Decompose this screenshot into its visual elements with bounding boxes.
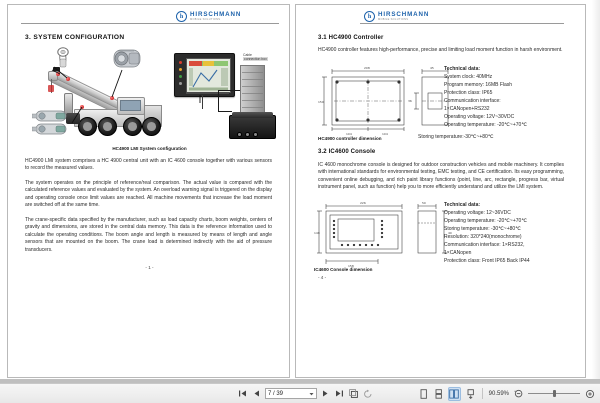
- hc4900-tech-item-1: Program memory: 16MB Flash: [444, 82, 513, 88]
- pdf-page-left[interactable]: [7, 4, 290, 378]
- hirschmann-tagline-right: MOBILE SOLUTIONS: [378, 17, 409, 21]
- zoom-in-button[interactable]: [584, 388, 595, 400]
- hc4900-drawing-caption: HC4900 controller dimension: [318, 136, 382, 141]
- ic4600-tech-item-5: 1×CANopen: [444, 250, 472, 256]
- hc4900-tech-item-3: Communication interface:: [444, 98, 501, 104]
- first-page-button[interactable]: [237, 388, 248, 400]
- header-rule-right: [360, 23, 564, 24]
- section-3-2-heading: 3.2 IC4600 Console: [318, 149, 376, 155]
- next-page-button[interactable]: [320, 388, 331, 400]
- ic4600-drawing-caption: IC4600 Console dimension: [314, 267, 373, 272]
- view-scrolling-button[interactable]: [465, 388, 476, 400]
- hc4900-tech-item-5: Operating voltage: 12V~30VDC: [444, 114, 515, 120]
- ic4600-tech-item-1: Operating temperature: -20℃~+70℃: [444, 218, 527, 224]
- ic4600-tech-item-0: Operating voltage: 12~36VDC: [444, 210, 511, 216]
- left-paragraph-3: The crane-specific data specified by the manufacturer, such as load capacity charts, boom weights, centers of gravity and dimensions, are stored in the central data memory. This data is the reference information used to calculate the operating conditions. The boom angle and length is measured by means of length and angle sensors that are mounted on the boom. The crane load is determined indirectly with the aid of pressure transducers.: [25, 217, 272, 253]
- zoom-slider[interactable]: [528, 388, 580, 399]
- svg-text:104: 104: [346, 132, 352, 136]
- hc4900-tech-item-6: Operating temperature: -20℃~+70℃: [444, 122, 527, 128]
- hirschmann-logo: [176, 11, 241, 22]
- hirschmann-logo-mark-right: h: [364, 11, 375, 22]
- figure-caption: HC4900 LMI System configuration: [112, 146, 187, 151]
- section-3-1-intro: HC4900 controller features high-performance, precise and limiting load moment function in harsh environment.: [318, 47, 563, 53]
- ic4600-technical-data: [444, 201, 578, 265]
- ic4600-tech-item-4: Communication interface: 1×RS232,: [444, 242, 525, 248]
- cable-label-line2: connection box: [244, 57, 267, 61]
- toolbar-separator: [482, 388, 483, 399]
- hc4900-tech-item-2: Protection class: IP65: [444, 90, 493, 96]
- hc4900-storing-temperature: Storing temperature:-30℃~+80℃: [418, 134, 494, 140]
- hirschmann-wordmark-right: HIRSCHMANN: [378, 10, 430, 18]
- view-continuous-button[interactable]: [433, 388, 444, 400]
- ic4600-tech-item-2: Storing temperature: -30℃~+80℃: [444, 226, 521, 232]
- header-rule: [21, 23, 279, 24]
- page-number-input[interactable]: [265, 388, 317, 399]
- svg-text:45: 45: [430, 66, 434, 70]
- hc4900-tech-title: Technical data:: [444, 66, 481, 72]
- chevron-down-icon: [309, 392, 314, 396]
- rotate-button[interactable]: [362, 388, 373, 400]
- svg-text:226: 226: [360, 201, 366, 205]
- toolbar-navigation-group: [237, 384, 373, 403]
- zoom-level-value: 90.59%: [488, 390, 509, 397]
- pdf-page-right[interactable]: [295, 4, 586, 378]
- svg-text:50: 50: [422, 201, 426, 205]
- toolbar-view-zoom-group: [418, 384, 595, 403]
- svg-text:104: 104: [382, 132, 388, 136]
- svg-text:36: 36: [408, 99, 412, 103]
- cable-label-line1: Cable: [243, 53, 252, 57]
- hirschmann-logo-right: [364, 11, 429, 22]
- ic4600-dimension-drawing: [314, 201, 454, 269]
- zoom-slider-thumb[interactable]: [553, 390, 556, 397]
- page-number-value: 7 / 39: [268, 390, 284, 397]
- last-page-button[interactable]: [334, 388, 345, 400]
- left-paragraph-2: The system operates on the principle of reference/real comparison. The actual value is compared with the calculated reference values and evaluated by the system. An overload warning signal is triggered on the display and operating console once limit values are reached. All machine movements that increase the load moment are switched off at the same time.: [25, 180, 272, 209]
- previous-page-button[interactable]: [251, 388, 262, 400]
- ic4600-tech-item-3: Resolution: 320*240(monochrome): [444, 234, 522, 240]
- hirschmann-wordmark: HIRSCHMANN: [190, 10, 242, 18]
- hc4900-tech-item-0: System clock: 40MHz: [444, 74, 493, 80]
- left-paragraph-1: HC4900 LMI system comprises a HC 4900 central unit with an IC 4600 console together with various sensors to record the measured values.: [25, 158, 272, 172]
- left-page-footer: - 1 -: [145, 265, 154, 270]
- svg-text:150: 150: [318, 100, 324, 104]
- hirschmann-logo-mark: h: [176, 11, 187, 22]
- viewer-toolbar: [0, 383, 600, 403]
- page-title: 3. SYSTEM CONFIGURATION: [25, 34, 125, 41]
- page-right-edge-shading: [586, 0, 600, 383]
- svg-text:148: 148: [314, 231, 320, 235]
- view-single-page-button[interactable]: [418, 388, 429, 400]
- svg-text:40: 40: [448, 231, 452, 235]
- hirschmann-tagline: MOBILE SOLUTIONS: [190, 17, 221, 21]
- figure-leader-lines: [22, 45, 277, 145]
- fit-page-button[interactable]: [348, 388, 359, 400]
- ic4600-tech-item-6: Protection class: Front IP65 Back IP44: [444, 258, 530, 264]
- hc4900-tech-item-4: 1×CANopen+RS232: [444, 106, 490, 112]
- section-3-1-heading: 3.1 HC4900 Controller: [318, 35, 384, 41]
- zoom-out-button[interactable]: [513, 388, 524, 400]
- ic4600-tech-title: Technical data:: [444, 202, 481, 208]
- svg-text:208: 208: [364, 66, 370, 70]
- view-facing-pages-button[interactable]: [448, 387, 461, 401]
- section-3-2-intro: IC 4600 monochrome console is designed for outdoor construction vehicles and mobile machinery. It complies with international standards for environmental testing, EMC testing, and CE certification. Its easy programming, convenient online debugging, and rich paint library functions (point, line, arc, rectangle, progress bar, virtual instrument panel, such as function) help you to more efficiently understand and utilize the LMI system.: [318, 162, 564, 191]
- right-page-footer: - 4 -: [318, 275, 327, 280]
- hc4900-technical-data: [444, 65, 572, 129]
- svg-text:158: 158: [348, 264, 354, 268]
- system-configuration-figure: [22, 45, 277, 145]
